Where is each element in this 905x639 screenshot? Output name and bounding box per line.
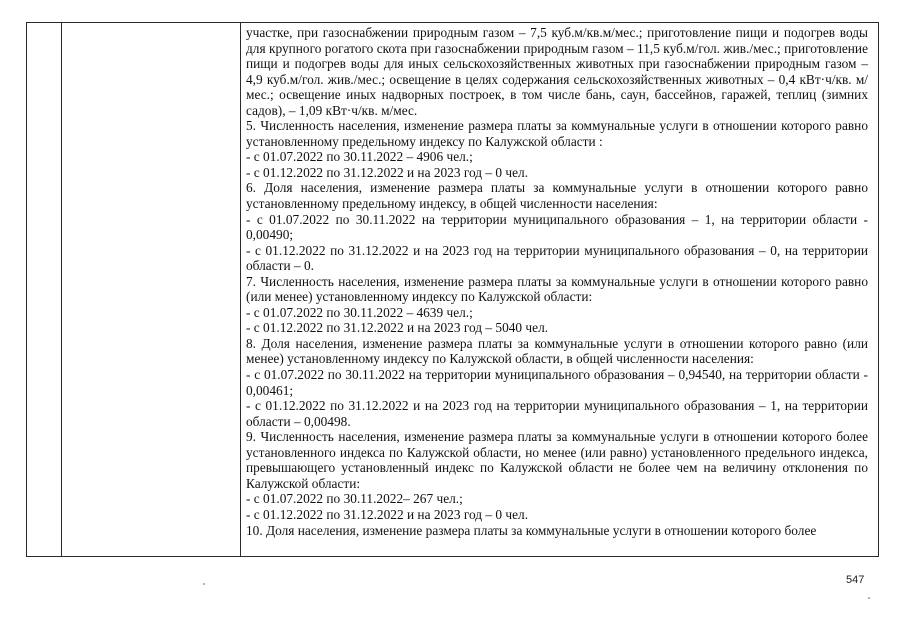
paragraph-item-5-period-1: - с 01.07.2022 по 30.11.2022 – 4906 чел.; — [246, 149, 473, 165]
paragraph-item-9: 9. Численность населения, изменение размера платы за коммунальные услуги в отношении которого более установленного индекса по Калужской области, но менее (или равно) установленного предельного индекса, превышающего установленный индекс по Калужской области не более чем на величину отклонения по Калужской области: — [246, 429, 868, 491]
paragraph-item-8: 8. Доля населения, изменение размера платы за коммунальные услуги в отношении которого равно (или менее) установленному индексу по Калужской области, в общей численности населения: — [246, 335, 868, 367]
table-cell-number — [27, 23, 62, 557]
paragraph-item-5-period-2: - с 01.12.2022 по 31.12.2022 и на 2023 год – 0 чел. — [246, 164, 529, 180]
paragraph-item-9-period-1: - с 01.07.2022 по 30.11.2022– 267 чел.; — [246, 491, 463, 507]
paragraph-item-6-period-1: - с 01.07.2022 по 30.11.2022 на территории муниципального образования – 1, на территории области - 0,00490; — [246, 211, 868, 243]
paragraph-item-8-period-1: - с 01.07.2022 по 30.11.2022 на территории муниципального образования – 0,94540, на территории области - 0,00461; — [246, 367, 868, 398]
paragraph-gas-norms: участке, при газоснабжении природным газом – 7,5 куб.м/кв.м/мес.; приготовление пищи и подогрев воды для крупного рогатого скота при газоснабжении природным газом – 11,5 куб.м/гол. жив./мес.; приготовление пищи и подогрев воды для иных сельскохозяйственных животных при газоснабжении природным газом – 4,9 куб.м/гол. жив./мес.; освещение в целях содержания сельскохозяйственных животных – 0,4 кВт·ч/кв. м/мес.; освещение иных надворных построек, в том числе бань, саун, бассейнов, гаражей, теплиц (зимних садов), – 1,09 кВт·ч/кв. м/мес. — [246, 25, 868, 118]
paragraph-item-7-period-2: - с 01.12.2022 по 31.12.2022 и на 2023 год – 5040 чел. — [246, 320, 549, 336]
document-table — [26, 22, 879, 557]
paragraph-item-8-period-2: - с 01.12.2022 по 31.12.2022 и на 2023 год на территории муниципального образования – 1, на территории области – 0,00498. — [246, 398, 868, 429]
paragraph-item-5: 5. Численность населения, изменение размера платы за коммунальные услуги в отношении которого равно установленному предельному индексу по Калужской области : — [246, 118, 868, 149]
paragraph-item-10: 10. Доля населения, изменение размера платы за коммунальные услуги в отношении которого более — [246, 522, 817, 538]
paragraph-item-7: 7. Численность населения, изменение размера платы за коммунальные услуги в отношении которого равно (или менее) установленному индексу по Калужской области: — [246, 273, 868, 305]
table-row — [27, 23, 879, 557]
table-cell-content — [241, 23, 879, 557]
paragraph-item-6-period-2: - с 01.12.2022 по 31.12.2022 и на 2023 год на территории муниципального образования – 0, на территории области – 0. — [246, 242, 868, 274]
paragraph-item-9-period-2: - с 01.12.2022 по 31.12.2022 и на 2023 год – 0 чел. — [246, 506, 529, 522]
document-text — [241, 23, 878, 556]
paragraph-item-6: 6. Доля населения, изменение размера платы за коммунальные услуги в отношении которого равно установленному предельному индексу, в общей численности населения: — [246, 180, 868, 212]
scan-speck — [868, 597, 870, 599]
scan-speck — [203, 583, 205, 585]
paragraph-item-7-period-1: - с 01.07.2022 по 30.11.2022 – 4639 чел.; — [246, 304, 473, 320]
table-cell-name — [62, 23, 241, 557]
page-number: 547 — [846, 574, 865, 586]
